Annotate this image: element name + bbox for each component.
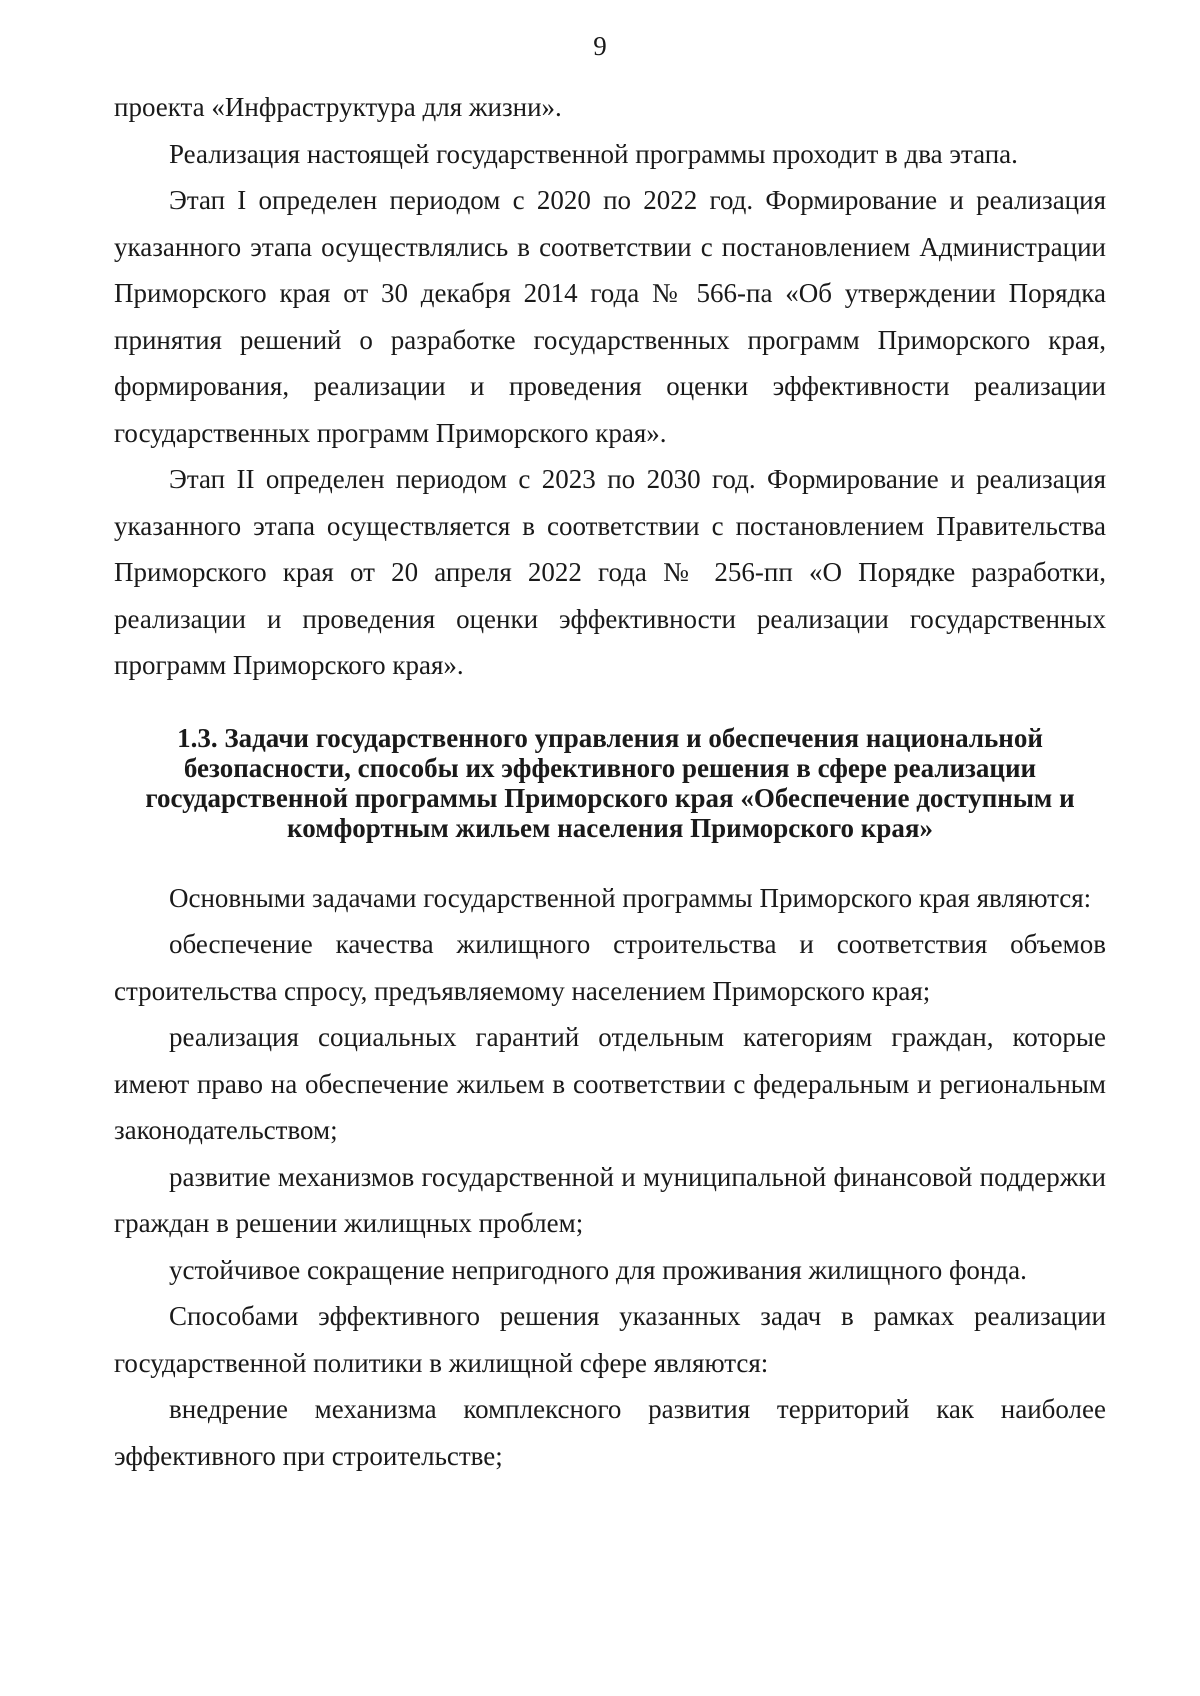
body-text [114, 84, 1106, 1479]
paragraph-task-item: обеспечение качества жилищного строительства и соответствия объемов строительства спросу, предъявляемому населением Приморского края; [114, 929, 1106, 1006]
paragraph-stages-intro: Реализация настоящей государственной программы проходит в два этапа. [169, 138, 1018, 169]
paragraph-task-item: реализация социальных гарантий отдельным категориям граждан, которые имеют право на обеспечение жильем в соответствии с федеральным и региональным законодательством; [114, 1022, 1106, 1145]
section-heading-line: государственной программы Приморского края «Обеспечение доступным и [145, 782, 1075, 813]
page-number: 9 [593, 31, 607, 61]
paragraph-method-item: внедрение механизма комплексного развития территорий как наиболее эффективного при строительстве; [114, 1394, 1106, 1471]
paragraph-continuation: проекта «Инфраструктура для жизни». [114, 92, 562, 122]
section-heading-line: комфортным жильем населения Приморского края» [287, 812, 933, 843]
section-heading [114, 723, 1106, 843]
paragraph-stage-1: Этап I определен периодом с 2020 по 2022 год. Формирование и реализация указанного этапа осуществлялись в соответствии с постановлением Администрации Приморского края от 30 декабря 2014 года № 566-па «Об утверждении Порядка принятия решений о разработке государственных программ Приморского края, формирования, реализации и проведения оценки эффективности реализации государственных программ Приморского края». [114, 185, 1106, 448]
paragraph-main-tasks: Основными задачами государственной программы Приморского края являются: [169, 882, 1092, 913]
paragraph-task-item: развитие механизмов государственной и муниципальной финансовой поддержки граждан в решении жилищных проблем; [114, 1161, 1106, 1238]
section-heading-line: безопасности, способы их эффективного решения в сфере реализации [183, 752, 1037, 783]
paragraph-task-item: устойчивое сокращение непригодного для проживания жилищного фонда. [169, 1254, 1027, 1285]
paragraph-stage-2: Этап II определен периодом с 2023 по 2030 год. Формирование и реализация указанного этапа осуществляется в соответствии с постановлением Правительства Приморского края от 20 апреля 2022 года № 256-пп «О Порядке разработки, реализации и проведения оценки эффективности реализации государственных программ Приморского края». [114, 464, 1106, 680]
paragraph-methods-intro: Способами эффективного решения указанных задач в рамках реализации государственной политики в жилищной сфере являются: [114, 1301, 1106, 1378]
section-heading-line: 1.3. Задачи государственного управления и обеспечения национальной [177, 722, 1043, 753]
